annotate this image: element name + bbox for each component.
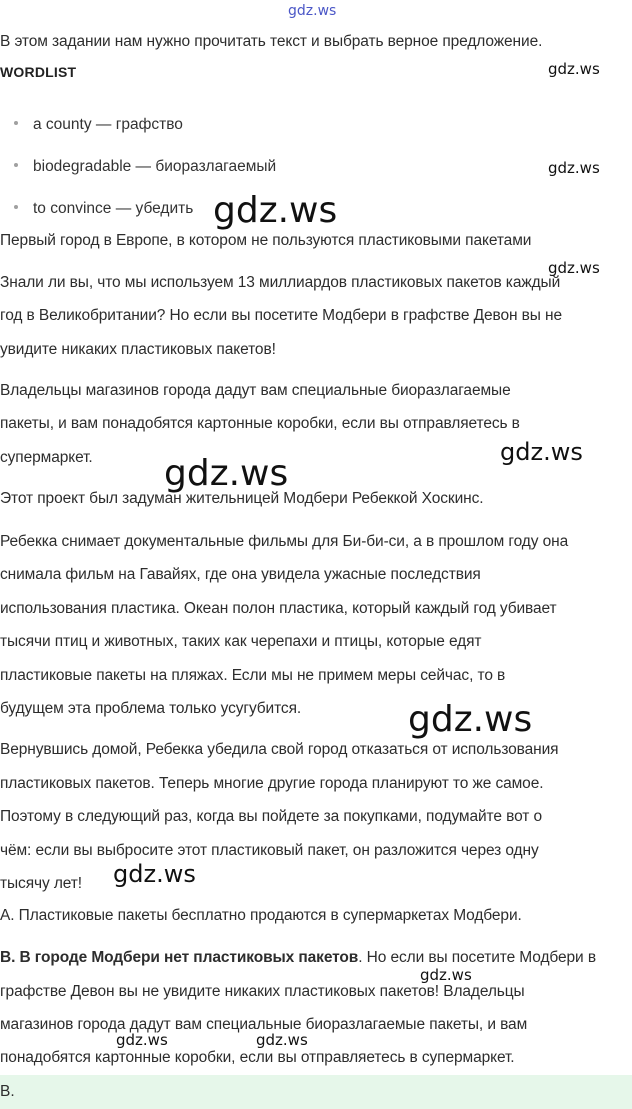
wordlist-item (14, 200, 193, 218)
option-b-line: понадобятся картонные коробки, если вы отправляетесь в супермаркет. (0, 1049, 515, 1066)
paragraph-4-line: использования пластика. Океан полон пластика, который каждый год убивает (0, 600, 557, 617)
paragraph-1-line: увидите никаких пластиковых пакетов! (0, 341, 276, 358)
bullet-icon (14, 163, 18, 167)
wordlist-item-text: biodegradable — биоразлагаемый (33, 158, 277, 175)
watermark: gdz.ws (420, 966, 472, 984)
wordlist-item-text: a county — графство (33, 116, 183, 133)
paragraph-5-line: Вернувшись домой, Ребекка убедила свой город отказаться от использования (0, 741, 559, 758)
wordlist-heading: WORDLIST (0, 64, 77, 80)
watermark: gdz.ws (256, 1031, 308, 1049)
option-b-line: графстве Девон вы не увидите никаких пластиковых пакетов! Владельцы (0, 983, 525, 1000)
paragraph-5-line: Поэтому в следующий раз, когда вы пойдете за покупками, подумайте вот о (0, 808, 542, 825)
paragraph-2-line: супермаркет. (0, 449, 93, 466)
option-b-continuation: . Но если вы посетите Модбери в (358, 949, 596, 966)
paragraph-1-line: год в Великобритании? Но если вы посетите Модбери в графстве Девон вы не (0, 307, 563, 324)
text-title: Первый город в Европе, в котором не пользуются пластиковыми пакетами (0, 232, 532, 249)
paragraph-4-line: Ребекка снимает документальные фильмы для Би-би-си, а в прошлом году она (0, 533, 569, 550)
watermark: gdz.ws (213, 190, 338, 231)
paragraph-3: Этот проект был задуман жительницей Модбери Ребеккой Хоскинс. (0, 490, 484, 507)
paragraph-4-line: пластиковые пакеты на пляжах. Если мы не примем меры сейчас, то в (0, 667, 506, 684)
option-b-first-line (0, 949, 596, 967)
option-a: A. Пластиковые пакеты бесплатно продаются в супермаркетах Модбери. (0, 907, 522, 924)
paragraph-5-line: тысячу лет! (0, 875, 82, 892)
wordlist-item (14, 116, 183, 134)
option-b-statement: B. В городе Модбери нет пластиковых пакетов (0, 949, 359, 966)
answer-text: B. (0, 1083, 15, 1100)
site-watermark-link[interactable]: gdz.ws (288, 3, 337, 19)
paragraph-2-line: пакеты, и вам понадобятся картонные коробки, если вы отправляетесь в (0, 415, 520, 432)
watermark: gdz.ws (113, 860, 196, 888)
watermark: gdz.ws (500, 438, 583, 466)
paragraph-4-line: тысячи птиц и животных, таких как черепахи и птицы, которые едят (0, 633, 482, 650)
bullet-icon (14, 121, 18, 125)
option-b-line: магазинов города дадут вам специальные биоразлагаемые пакеты, и вам (0, 1016, 528, 1033)
watermark: gdz.ws (548, 60, 600, 78)
paragraph-1-line: Знали ли вы, что мы используем 13 миллиардов пластиковых пакетов каждый (0, 274, 561, 291)
watermark: gdz.ws (116, 1031, 168, 1049)
watermark: gdz.ws (548, 159, 600, 177)
watermark: gdz.ws (548, 259, 600, 277)
answer-box (0, 1075, 632, 1109)
watermark: gdz.ws (164, 453, 289, 494)
paragraph-5-line: пластиковых пакетов. Теперь многие другие города планируют то же самое. (0, 775, 544, 792)
bullet-icon (14, 205, 18, 209)
wordlist-item-text: to convince — убедить (33, 200, 194, 217)
paragraph-5-line: чём: если вы выбросите этот пластиковый пакет, он разложится через одну (0, 842, 539, 859)
paragraph-2-line: Владельцы магазинов города дадут вам специальные биоразлагаемые (0, 382, 511, 399)
paragraph-4-line: снимала фильм на Гавайях, где она увидела ужасные последствия (0, 566, 481, 583)
wordlist-item (14, 158, 276, 176)
watermark: gdz.ws (408, 699, 533, 740)
paragraph-4-line: будущем эта проблема только усугубится. (0, 700, 302, 717)
task-intro: В этом задании нам нужно прочитать текст и выбрать верное предложение. (0, 33, 543, 50)
